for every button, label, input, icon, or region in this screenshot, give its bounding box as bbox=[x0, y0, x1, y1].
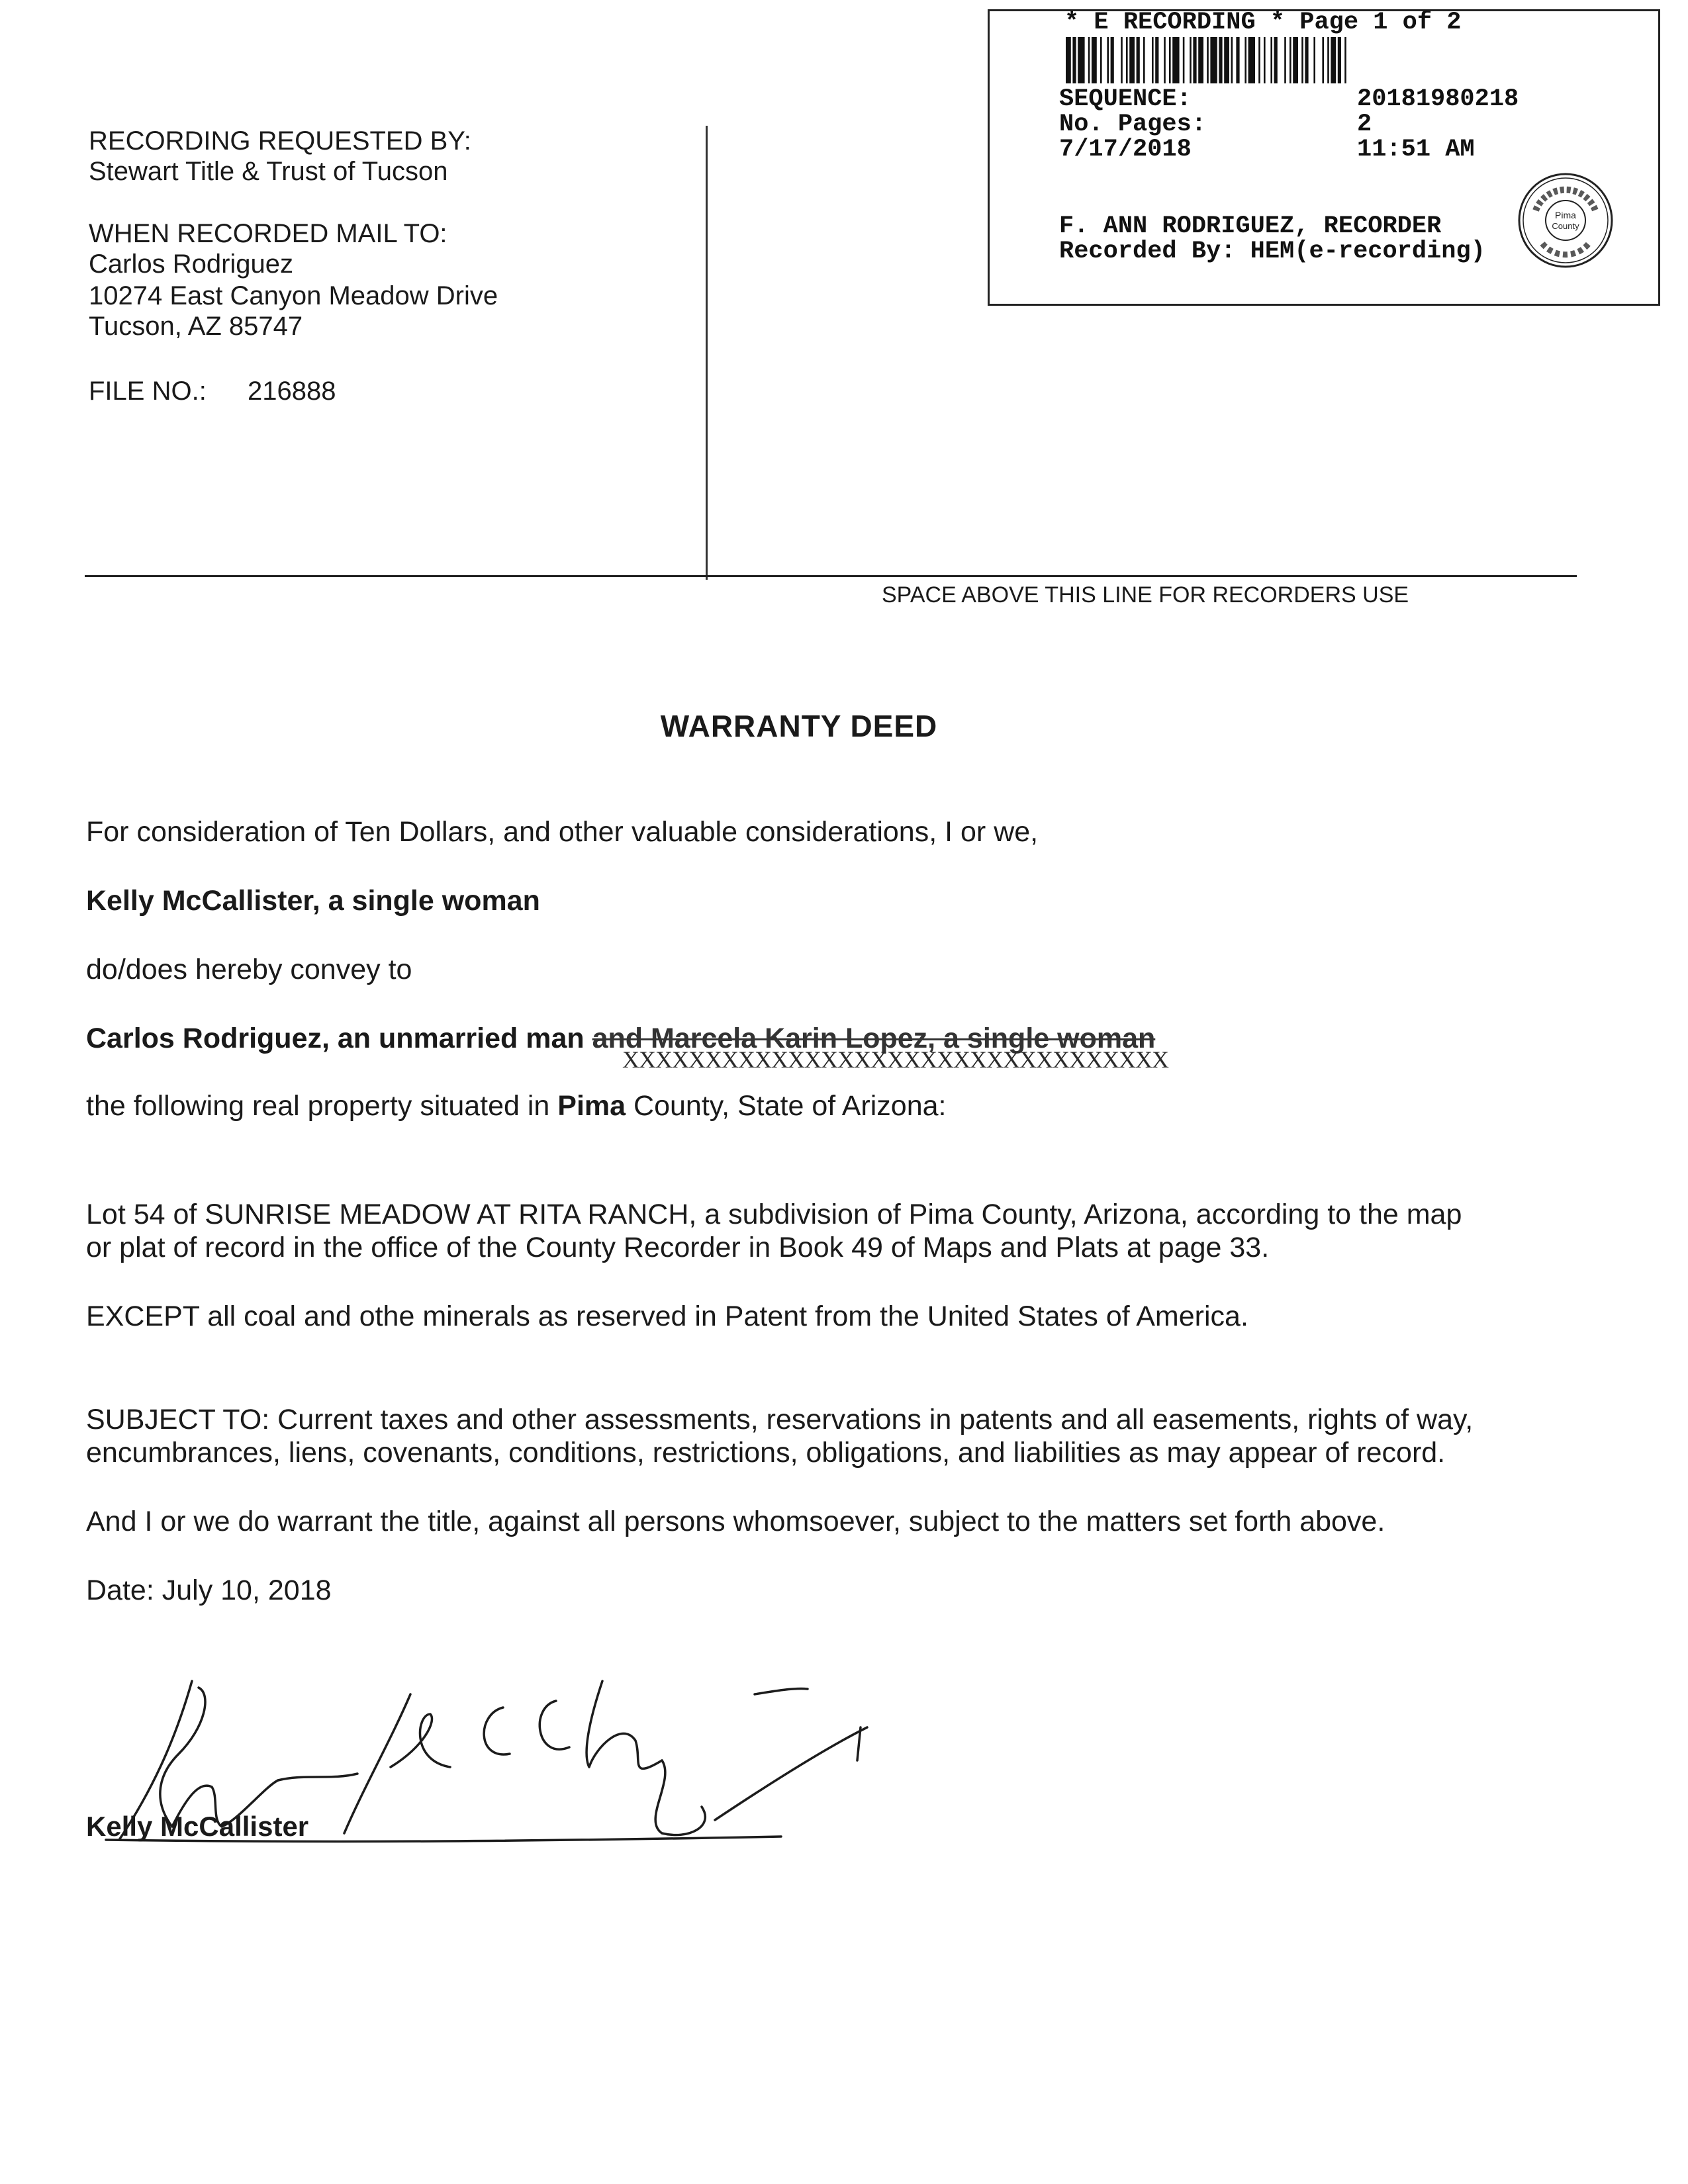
file-number-label: FILE NO.: bbox=[89, 377, 207, 406]
property-location bbox=[86, 1089, 947, 1123]
file-number-value: 216888 bbox=[248, 377, 336, 406]
county-name: Pima bbox=[557, 1090, 626, 1122]
grantor: Kelly McCallister, a single woman bbox=[86, 885, 540, 917]
consideration-clause: For consideration of Ten Dollars, and other valuable considerations, I or we, bbox=[86, 816, 1039, 848]
header-vertical-divider bbox=[706, 126, 708, 580]
property-prefix: the following real property situated in bbox=[86, 1090, 558, 1122]
strike-marks: XXXXXXXXXXXXXXXXXXXXXXXXXXXXXXXXX bbox=[622, 1046, 1168, 1073]
svg-text:Pima: Pima bbox=[1555, 210, 1576, 220]
county-seal-icon bbox=[1516, 171, 1615, 270]
signer-name: Kelly McCallister bbox=[86, 1811, 309, 1842]
recorded-by: Recorded By: HEM(e-recording) bbox=[1059, 238, 1485, 265]
recorder-space-divider bbox=[85, 575, 1577, 577]
recording-date: 7/17/2018 bbox=[1059, 136, 1192, 163]
sequence-value: 20181980218 bbox=[1357, 85, 1519, 113]
mail-to-name: Carlos Rodriguez bbox=[89, 250, 294, 279]
recorder-name: F. ANN RODRIGUEZ, RECORDER bbox=[1059, 212, 1442, 240]
deed-date: Date: July 10, 2018 bbox=[86, 1574, 332, 1606]
mail-to-street: 10274 East Canyon Meadow Drive bbox=[89, 281, 498, 310]
property-suffix: County, State of Arizona: bbox=[626, 1090, 947, 1122]
grantee: Carlos Rodriguez, an unmarried man bbox=[86, 1023, 592, 1054]
subject-to-line-2: encumbrances, liens, covenants, conditions, restrictions, obligations, and liabilities as may appear of record. bbox=[86, 1437, 1446, 1469]
warranty-clause: And I or we do warrant the title, against all persons whomsoever, subject to the matters set forth above. bbox=[86, 1506, 1385, 1537]
legal-description-line-2: or plat of record in the office of the County Recorder in Book 49 of Maps and Plats at page 33. bbox=[86, 1232, 1270, 1263]
recorder-space-note: SPACE ABOVE THIS LINE FOR RECORDERS USE bbox=[882, 582, 1409, 608]
pages-label: No. Pages: bbox=[1059, 111, 1207, 138]
mail-to-city: Tucson, AZ 85747 bbox=[89, 312, 303, 341]
recording-requested-label: RECORDING REQUESTED BY: bbox=[89, 126, 471, 156]
pages-value: 2 bbox=[1357, 111, 1372, 138]
svg-text:County: County bbox=[1552, 221, 1579, 231]
subject-to-line-1: SUBJECT TO: Current taxes and other assessments, reservations in patents and all easements, rights of way, bbox=[86, 1404, 1474, 1435]
barcode-icon bbox=[1066, 37, 1625, 83]
convey-clause: do/does hereby convey to bbox=[86, 954, 412, 985]
recording-requested-value: Stewart Title & Trust of Tucson bbox=[89, 157, 448, 186]
grantee-struck-text: and Marcela Karin Lopez, a single woman bbox=[592, 1023, 1156, 1054]
recording-header: * E RECORDING * Page 1 of 2 bbox=[1064, 9, 1462, 36]
mineral-exception: EXCEPT all coal and othe minerals as reserved in Patent from the United States of America. bbox=[86, 1300, 1248, 1332]
mail-to-label: WHEN RECORDED MAIL TO: bbox=[89, 219, 447, 248]
legal-description-line-1: Lot 54 of SUNRISE MEADOW AT RITA RANCH, a subdivision of Pima County, Arizona, according to the map bbox=[86, 1199, 1462, 1230]
document-title: WARRANTY DEED bbox=[660, 709, 938, 743]
sequence-label: SEQUENCE: bbox=[1059, 85, 1192, 113]
recording-time: 11:51 AM bbox=[1357, 136, 1475, 163]
